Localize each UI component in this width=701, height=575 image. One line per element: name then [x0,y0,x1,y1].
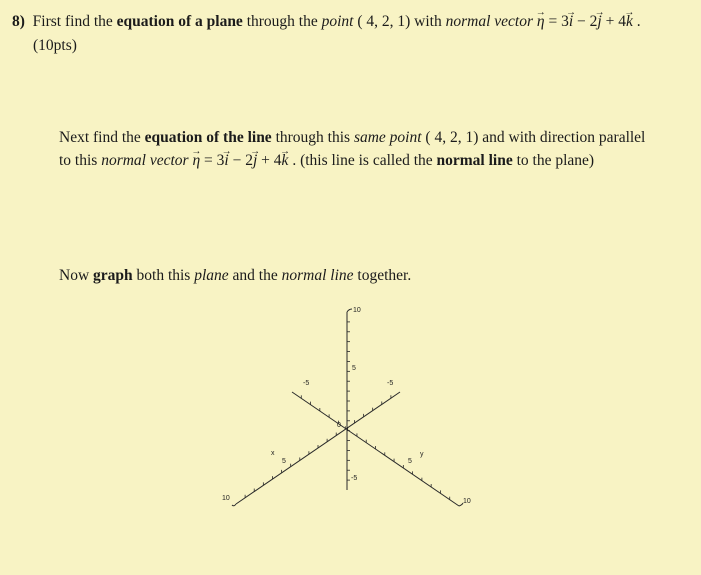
text: together. [357,267,412,284]
emphasis: graph [93,267,133,284]
text: and the [232,267,278,284]
emphasis: equation of a plane [116,13,243,30]
x-tick-neg5: -5 [303,380,310,387]
j-vector: → j [597,12,601,32]
italic-text: normal vector [445,13,534,30]
math: − 2 [228,152,253,169]
text: both this [136,267,191,284]
k-vector: → k [626,12,633,32]
x-axis-label: x [271,450,275,457]
text: Now [59,267,90,284]
problem-number: 8) [12,13,25,30]
math: − 2 [573,13,598,30]
italic-text: same point [353,129,422,146]
j-vector: → j [253,151,257,171]
i-vector: → i [224,151,228,171]
italic-text: normal line [281,267,354,284]
italic-text: normal vector [101,152,189,169]
text: to the plane) [516,152,595,169]
text: ( 4, 2, 1) and with direction parallel [425,129,646,146]
z-tick-neg5: -5 [351,475,358,482]
math: + 4 [257,152,282,169]
origin-label: 0 [337,422,341,429]
i-vector: → i [569,12,573,32]
text: through the [246,13,318,30]
points-text: (10pts) [33,37,77,54]
text: through this [275,129,351,146]
emphasis: normal line [436,152,513,169]
emphasis: equation of the line [144,129,272,146]
z-tick-5: 5 [352,365,356,372]
text: Next find the [59,129,141,146]
axis-end-curl [232,504,236,506]
eta-vector: → η [537,12,545,32]
axis-end-curl [347,309,352,312]
y-tick-5: 5 [408,458,412,465]
y-tick-10: 10 [463,498,471,505]
math: = 3 [544,13,569,30]
text: to this [59,152,98,169]
k-vector: → k [282,151,289,171]
text: ( 4, 2, 1) with [357,13,442,30]
y-tick-neg5: -5 [387,380,394,387]
x-tick-5: 5 [282,458,286,465]
x-tick-10: 10 [222,495,230,502]
math: . [632,13,641,30]
z-tick-10: 10 [353,307,361,314]
text: First find the [32,13,113,30]
y-axis-label: y [420,451,424,458]
text: . (this line is called the [288,152,433,169]
italic-text: plane [194,267,229,284]
math: = 3 [200,152,225,169]
eta-vector: → η [192,151,200,171]
math: + 4 [601,13,626,30]
italic-text: point [321,13,354,30]
